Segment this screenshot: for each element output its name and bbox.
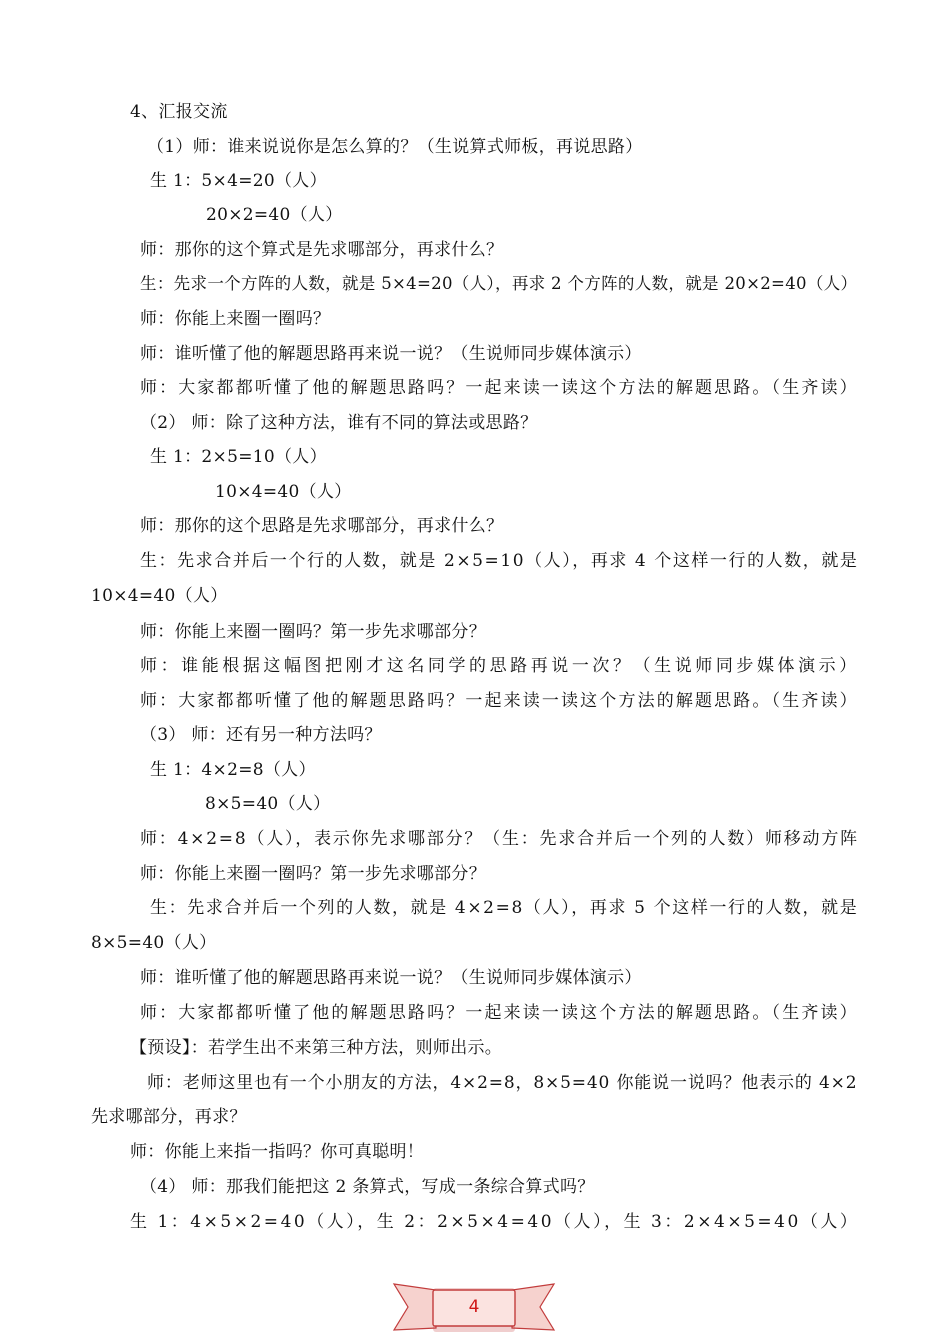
text-line: 师：你能上来指一指吗？你可真聪明！ xyxy=(130,1142,425,1162)
text-line: 10×4=40（人） xyxy=(91,586,228,606)
text-line: 师：那你的这个思路是先求哪部分，再求什么？ xyxy=(140,516,504,536)
text-line: （3） 师：还有另一种方法吗？ xyxy=(140,725,382,745)
section-heading: 4、汇报交流 xyxy=(130,102,228,122)
text-line: 师：谁听懂了他的解题思路再来说一说？（生说师同步媒体演示） xyxy=(140,968,642,988)
text-line: 生：先求一个方阵的人数，就是 5×4=20（人），再求 2 个方阵的人数，就是 20×2=40（人） xyxy=(140,274,858,293)
text-line: （2） 师：除了这种方法，谁有不同的算法或思路？ xyxy=(140,413,538,433)
text-line: 师：大家都都听懂了他的解题思路吗？一起来读一读这个方法的解题思路。（生齐读） xyxy=(140,1003,859,1023)
text-line: 师：谁能根据这幅图把刚才这名同学的思路再说一次？（生说师同步媒体演示） xyxy=(140,656,860,676)
text-line: 生：先求合并后一个列的人数，就是 4×2=8（人），再求 5 个这样一行的人数，就是 xyxy=(150,898,859,918)
text-line: 生：先求合并后一个行的人数，就是 2×5=10（人），再求 4 个这样一行的人数，就是 xyxy=(140,551,859,571)
text-line: 师：那你的这个算式是先求哪部分，再求什么？ xyxy=(140,240,504,260)
text-line: （4） 师：那我们能把这 2 条算式，写成一条综合算式吗？ xyxy=(140,1177,595,1197)
equation-line: 10×4=40（人） xyxy=(215,482,352,502)
text-line: （1）师：谁来说说你是怎么算的？（生说算式师板，再说思路） xyxy=(147,137,643,157)
page-number: 4 xyxy=(468,1297,480,1317)
text-line: 师：大家都都听懂了他的解题思路吗？一起来读一读这个方法的解题思路。（生齐读） xyxy=(140,378,859,398)
text-line: 先求哪部分，再求？ xyxy=(91,1107,247,1127)
text-line: 师：你能上来圈一圈吗？ xyxy=(140,309,331,329)
equation-line: 8×5=40（人） xyxy=(205,794,331,814)
text-line: 生 1：4×5×2=40（人），生 2：2×5×4=40（人），生 3：2×4×5=40（人） xyxy=(130,1212,860,1232)
text-line: 生 1：4×2=8（人） xyxy=(150,760,316,780)
text-line: 师：你能上来圈一圈吗？第一步先求哪部分？ xyxy=(140,622,486,642)
text-line: 师：老师这里也有一个小朋友的方法，4×2=8，8×5=40 你能说一说吗？他表示的 4×2 xyxy=(147,1073,858,1093)
text-line: 8×5=40（人） xyxy=(91,933,217,953)
text-line: 师：你能上来圈一圈吗？第一步先求哪部分？ xyxy=(140,864,486,884)
text-line: 生 1：2×5=10（人） xyxy=(150,447,327,467)
text-line: 生 1：5×4=20（人） xyxy=(150,171,327,191)
text-line: 师：4×2=8（人），表示你先求哪部分？（生：先求合并后一个列的人数）师移动方阵 xyxy=(140,829,859,849)
equation-line: 20×2=40（人） xyxy=(206,205,343,225)
text-line: 师：谁听懂了他的解题思路再来说一说？（生说师同步媒体演示） xyxy=(140,344,642,364)
text-line: 师：大家都都听懂了他的解题思路吗？一起来读一读这个方法的解题思路。（生齐读） xyxy=(140,691,859,711)
preset-note: 【预设】：若学生出不来第三种方法，则师出示。 xyxy=(130,1038,503,1058)
